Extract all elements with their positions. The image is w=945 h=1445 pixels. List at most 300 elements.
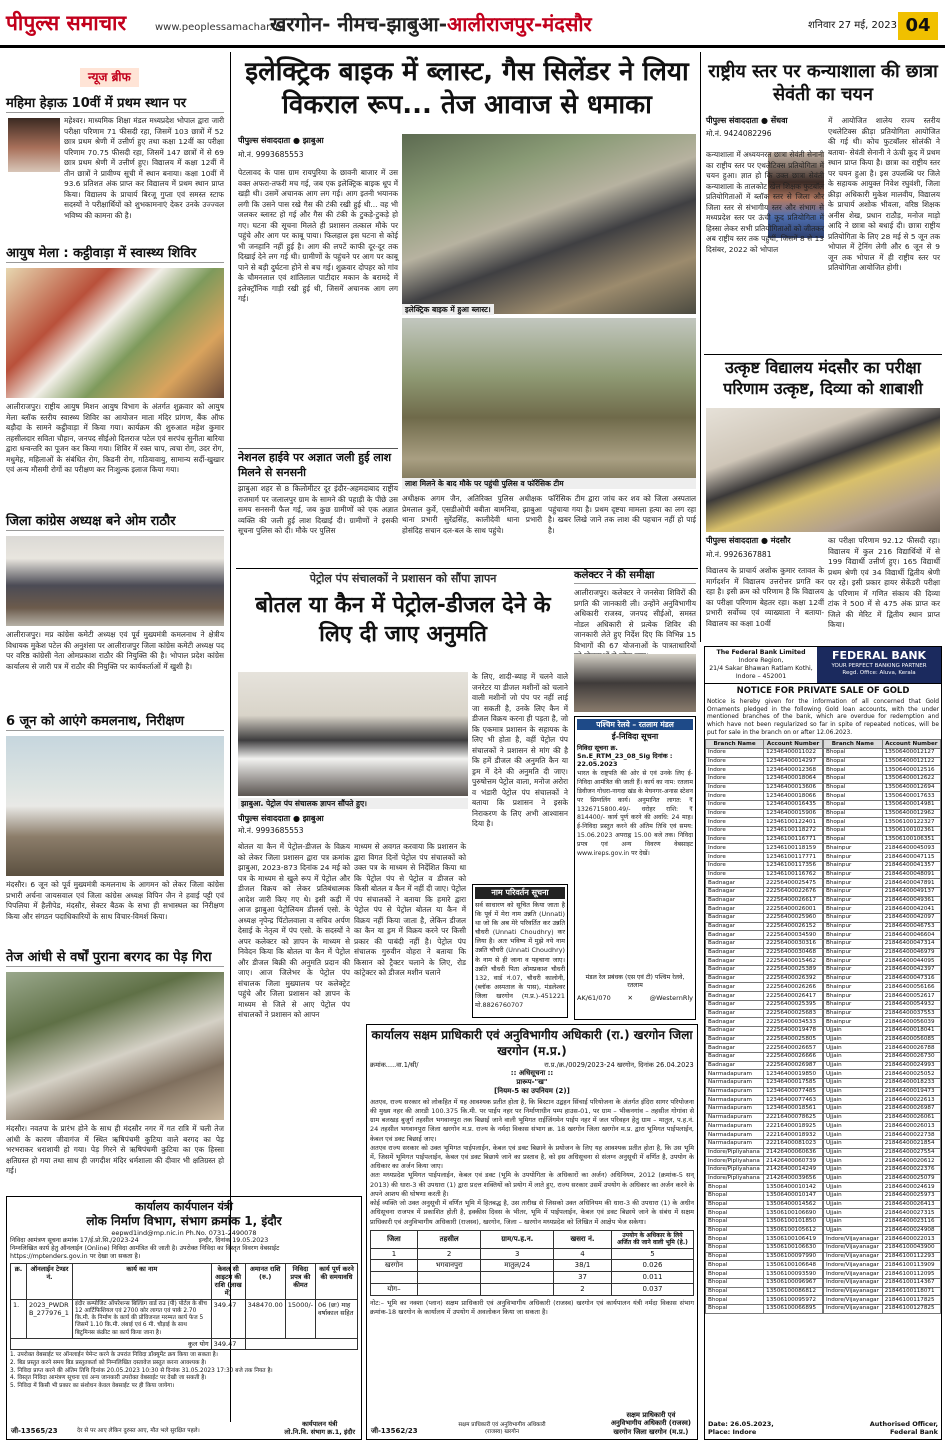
website-url[interactable]: www.peoplessamachar.in <box>155 22 282 33</box>
federal-brand-box <box>817 647 941 683</box>
story-head-kamalnath: 6 जून को आएंगे कमलनाथ, निरीक्षण <box>6 714 224 731</box>
branch-cell: Badnagar <box>706 992 764 1001</box>
table-row <box>706 940 823 949</box>
branch-cell: Ujjain <box>824 1070 883 1079</box>
branch-cell: Ujjain <box>824 1061 883 1070</box>
account-cell: 21846400020612 <box>882 1157 940 1166</box>
police-photo-caption: लाश मिलने के बाद मौके पर पहुंची पुलिस व फॉरेंसिक टीम <box>402 478 696 489</box>
branch-cell: Badnagar <box>706 1009 764 1018</box>
branch-cell: Bhainpur <box>824 879 883 888</box>
table-row <box>824 1070 941 1079</box>
account-cell: 22216400018925 <box>764 1122 823 1131</box>
table-row <box>824 844 941 853</box>
branch-cell: Ujjain <box>824 1226 883 1235</box>
ebike-byline-box: पीपुल्स संवाददाता ● झाबुआ मो.नं. 9993685553 <box>238 136 398 159</box>
account-cell: 21846400026061 <box>882 1113 940 1122</box>
land-title: कार्यालय सक्षम प्राधिकारी एवं अनुविभागीय अधिकारी (रा.) खरगोन जिला खरगोन (म.प्र.) <box>371 1028 693 1058</box>
branch-cell: Bhainpur <box>824 905 883 914</box>
table-row <box>706 1061 823 1070</box>
table-row <box>706 887 823 896</box>
story-text-collector: आलीराजपुर। कलेक्टर ने जनसेवा शिविरों की प्रगति की जानकारी ली। उन्होंने अनुविभागीय अधिकारी राजस्व, जनपद सीईओ, समस्त नोडल अधिकारी से प्रत्येक शिविर की जानकारी लेते हुए निर्देश दिए कि विभिन्न 15 विभागों की 67 योजनाओं के पात्रताधारियों <box>574 588 696 650</box>
ebike-place: झाबुआ <box>302 136 324 145</box>
branch-cell: Bhainpur <box>824 974 883 983</box>
account-cell: 13506100106630 <box>764 1244 823 1253</box>
table-row <box>706 913 823 922</box>
table-row <box>706 1174 823 1183</box>
gold-notice-date-place <box>708 1420 774 1436</box>
masthead-title: पीपुल्स समाचार <box>6 10 127 35</box>
branch-cell: Bhainpur <box>824 844 883 853</box>
branch-cell: Bhopal <box>706 1209 764 1218</box>
col-account-left: Account Number <box>764 740 823 749</box>
divya-story-text-1: विद्यालय के प्राचार्य अशोक कुमार रतावत के मार्गदर्शन में विद्यालय उत्तरोत्तर प्रगति कर रहा है। इसी क्रम को परिणाम है कि विद्यालय का परीक्षा परिणाम बेहतर रहा। कक्षा 12वीं प्रभारी सर्वोच्च एवं व्याख्याता ने बताया- विद्यालय का कक्षा 10वीं <box>706 566 824 628</box>
headline-ebike-blast: इलेक्ट्रिक बाइक में ब्लास्ट, गैस सिलेंडर ने लिया विकराल रूप... तेज आवाज से धमाका <box>245 57 689 120</box>
account-cell: 21846400027554 <box>882 1148 940 1157</box>
federal-brand: FEDERAL BANK <box>831 649 927 662</box>
account-cell: 22256400025960 <box>764 913 823 922</box>
table-row <box>706 1183 823 1192</box>
account-cell: 22256400022676 <box>764 887 823 896</box>
branch-cell: Indore/Vijayanagar <box>824 1244 883 1253</box>
account-cell: 22256400026152 <box>764 922 823 931</box>
table-row <box>706 948 823 957</box>
account-cell: 21846400022738 <box>882 1131 940 1140</box>
land-cell: 2 <box>417 1248 480 1260</box>
table-row <box>824 1148 941 1157</box>
table-row <box>824 801 941 810</box>
branch-cell: Narmadapuram <box>706 1070 764 1079</box>
pwd-row-work: इंदौर कम्पोजिट ऑपरेशन्स बिल्डिंग वार्ड राउ (पी) पोर्टल के बीच 12 आर्टिफिशियल एवं 2700 कोर लागत एवं पार्क 2.70 कि.मी. के निर्माण के कार्य की प्रोविजनल मरम्मत कार्य फेज 5 जिसमें 1.10 कि.मी. लंबाई एवं 6 मी. चौड़ाई के साथ बिटुमिनस कंक्रीट का कार्य किया जाना है। <box>73 1299 212 1338</box>
table-row <box>824 748 941 757</box>
account-cell: 21846400024619 <box>882 1183 940 1192</box>
account-cell: 21426400014249 <box>764 1165 823 1174</box>
account-cell: 21846400026730 <box>882 1052 940 1061</box>
account-cell: 13506400010147 <box>764 1191 823 1200</box>
account-cell: 22256400026657 <box>764 1044 823 1053</box>
pwd-notes <box>10 1352 358 1391</box>
account-cell: 12346400077485 <box>764 1087 823 1096</box>
table-row <box>11 1299 358 1338</box>
table-row <box>824 983 941 992</box>
pwd-email: eepwd1ind@mp.nic.in Ph.No. 0731-2490078 <box>111 1228 257 1237</box>
land-h4: खसरा नं. <box>554 1230 612 1248</box>
land-form: प्रारूप-"ख" <box>516 1078 548 1087</box>
account-cell: 22256400026266 <box>764 983 823 992</box>
branch-cell: Bhopal <box>824 792 883 801</box>
petrol-mobile: मो.नं. 9993685553 <box>238 826 304 835</box>
pwd-row-cost: 348470.00 <box>245 1299 285 1338</box>
sevanti-story-text-2: में आयोजित शालेय राज्य स्तरीय एथलेटिक्स क्रीड़ा प्रतियोगिता आयोजित की गई थी। कोच फुटबॉलर सोलंकी ने बताया- सेवंती सेनानी ने ऊंची कूद में प्रथम स्थान प्राप्त किया है। छात्रा का राष्ट्रीय स्तर पर चयन हुआ है। इस उपलब्धि पर जिले के सहायक आयुक्त निवेश रघुवंशी, जिला क्रीड़ा अधिकारी मुकेश मालवीय, विद्यालय के प्राचार्य अशोक भीवला, वरिष्ठ शिक्षक अनीस शेख, प्रधान राठौड़, मनोज माड़ो आदि ने छात्रा को बधाई दी। छात्रा राष्ट्रीय प्रतियोगिता के लिए 28 मई से 5 जून तक भोपाल में ट्रेनिंग लेगी और 6 जून से 9 जून तक भोपाल में ही राष्ट्रीय स्तर पर प्रतियोगिता आयोजित होगी। <box>828 116 940 273</box>
account-cell: 21426400060739 <box>764 1157 823 1166</box>
branch-cell: Badnagar <box>706 905 764 914</box>
divya-place: मंदसौर <box>770 536 791 545</box>
table-row <box>824 913 941 922</box>
table-row <box>706 1018 823 1027</box>
table-row <box>706 1113 823 1122</box>
table-row <box>706 844 823 853</box>
table-row <box>706 931 823 940</box>
pwd-row-time: 06 (छः) माह वर्षाकाल सहित <box>316 1299 358 1338</box>
divya-byline-box: पीपुल्स संवाददाता ● मंदसौर मो.नं. 9926367881 <box>706 536 824 559</box>
branch-cell: Bhainpur <box>824 861 883 870</box>
account-cell: 22256400025395 <box>764 1000 823 1009</box>
table-row <box>824 1218 941 1227</box>
branch-cell: Bhainpur <box>824 957 883 966</box>
table-row <box>824 1096 941 1105</box>
account-cell: 21426400039656 <box>764 1174 823 1183</box>
branch-cell: Bhopal <box>706 1252 764 1261</box>
branch-cell: Badnagar <box>706 1000 764 1009</box>
branch-cell: Indore <box>706 809 764 818</box>
land-cell <box>417 1272 480 1284</box>
branch-cell: Bhainpur <box>824 1018 883 1027</box>
branch-cell: Bhopal <box>706 1226 764 1235</box>
table-row <box>706 1131 823 1140</box>
pwd-h-id: ऑनलाईन टेण्डर नं. <box>27 1264 73 1300</box>
sevanti-mobile: मो.नं. 9424082296 <box>706 129 772 138</box>
table-row <box>824 1122 941 1131</box>
police-story-text: अधीक्षक अगम जैन, अतिरिक्त पुलिस अधीक्षक प्रेमलाल कुर्वे, एसडीओपी बबीता बामनिया, झाबुआ थाना प्रभारी सुरेंद्रसिंह, कालीदेवी थाना प्रभारी होसंदिह सचान दल-बल के साथ पहुंचे। <box>402 494 542 535</box>
branch-cell: Ujjain <box>824 1044 883 1053</box>
account-cell: 12346400015906 <box>764 809 823 818</box>
table-row <box>824 1035 941 1044</box>
branch-cell: Indore <box>706 835 764 844</box>
account-cell: 22216400078625 <box>764 1113 823 1122</box>
account-cell: 12346400011022 <box>764 748 823 757</box>
pwd-note-2: 2. बिड प्रस्तुत करने समय बिड प्रस्तुतकर्ता को निम्नलिखित दस्तावेज प्रस्तुत करना आवश्यक है। <box>10 1359 207 1366</box>
pwd-total: 349.47 <box>211 1338 245 1349</box>
branch-cell: Indore/Vijayanagar <box>824 1287 883 1296</box>
branch-cell: Ujjain <box>824 1157 883 1166</box>
table-row <box>706 1244 823 1253</box>
petrol-place: झाबुआ <box>302 814 324 823</box>
branch-cell: Bhopal <box>706 1287 764 1296</box>
land-mid-note: सक्षम प्राधिकारी एवं अनुविभागीय अधिकारी (राजस्व) खरगोन <box>458 1422 546 1436</box>
pwd-h-cost: अमानत राशि (रु.) <box>245 1264 285 1300</box>
table-row <box>824 905 941 914</box>
table-row <box>706 1105 823 1114</box>
petrol-photo-caption: झाबुआ. पेट्रोल पंप संचालक ज्ञापन सौंपते हुए। <box>238 798 468 809</box>
branch-cell: Indore/Vijayanagar <box>824 1304 883 1313</box>
gold-sign-1: Authorised Officer, <box>869 1419 938 1428</box>
branch-cell: Bhopal <box>706 1235 764 1244</box>
land-sign-1: सक्षम प्राधिकारी एवं <box>626 1410 676 1419</box>
account-cell: 13506100122327 <box>882 818 940 827</box>
branch-cell: Indore/Pipliyahana <box>706 1174 764 1183</box>
branch-cell: Ujjain <box>824 1209 883 1218</box>
account-cell: 13506100097990 <box>764 1252 823 1261</box>
masthead-bar <box>0 0 945 48</box>
account-cell: 21846400049137 <box>882 887 940 896</box>
section-title-part1: खरगोन- नीमच-झाबुआ- <box>270 12 448 36</box>
branch-cell: Narmadapuram <box>706 1113 764 1122</box>
account-cell: 21846400025973 <box>882 1191 940 1200</box>
account-cell: 22216400081023 <box>764 1139 823 1148</box>
land-cell <box>371 1272 418 1284</box>
branch-cell: Ujjain <box>824 1087 883 1096</box>
land-code: जी-13562/23 <box>371 1427 418 1436</box>
account-cell: 21846400022013 <box>882 1235 940 1244</box>
branch-cell: Bhainpur <box>824 992 883 1001</box>
account-cell: 21846400049361 <box>882 896 940 905</box>
branch-cell: Badnagar <box>706 887 764 896</box>
land-para-2: अतएव राज्य सरकार को उक्त भूमिगत पाईपलाईन, केबल एवं डक्ट बिछाने के प्रयोजन के लिए यह आवश्यक प्रतीत होता है, कि उस भूमि में, जिसमें भूमिगत पाईपलाईन, केबल एवं डक्ट बिछाये जाने का प्रस्ताव है, को इस अधिसूचना से संलग्न अनुसूची में वर्णित है, उपयोग के अधिकार का अर्जन किया जाए। <box>370 1143 694 1171</box>
table-row <box>706 1035 823 1044</box>
table-row <box>824 896 941 905</box>
branch-cell: Badnagar <box>706 896 764 905</box>
page-number: 04 <box>898 12 938 40</box>
branch-cell: Ujjain <box>824 1026 883 1035</box>
police-forensic-photo <box>402 318 696 484</box>
account-cell: 22256400026666 <box>764 1052 823 1061</box>
petrol-memo-photo <box>238 672 468 796</box>
account-cell: 13506400012962 <box>882 809 940 818</box>
account-cell: 12346100116771 <box>764 835 823 844</box>
gold-accounts-table-right <box>823 739 941 1313</box>
land-cell <box>481 1272 554 1284</box>
table-row <box>706 783 823 792</box>
gold-notice-signatory <box>870 1420 938 1436</box>
table-row <box>371 1260 694 1272</box>
account-cell: 13506400014981 <box>882 801 940 810</box>
account-cell: 12346400014297 <box>764 757 823 766</box>
branch-cell: Ujjain <box>824 1122 883 1131</box>
table-row <box>706 1252 823 1261</box>
branch-cell: Indore/Vijayanagar <box>824 1252 883 1261</box>
account-cell: 13506100066895 <box>764 1304 823 1313</box>
account-cell: 22256400026617 <box>764 896 823 905</box>
account-cell: 21846400047891 <box>882 879 940 888</box>
col-account-right: Account Number <box>882 740 940 749</box>
divya-byline: पीपुल्स संवाददाता <box>706 536 759 545</box>
account-cell: 13506400012622 <box>882 774 940 783</box>
account-cell: 22256400026392 <box>764 974 823 983</box>
branch-cell: Badnagar <box>706 1061 764 1070</box>
branch-cell: Bhopal <box>706 1261 764 1270</box>
branch-cell: Badnagar <box>706 966 764 975</box>
ebike-byline: पीपुल्स संवाददाता <box>238 136 291 145</box>
account-cell: 12346400013606 <box>764 783 823 792</box>
account-cell: 22256400019478 <box>764 1026 823 1035</box>
table-row <box>371 1272 694 1284</box>
account-cell: 21846400026413 <box>882 1200 940 1209</box>
branch-cell: Bhopal <box>706 1218 764 1227</box>
pwd-note-1: 1. उपरोक्त वेबसाईट पर ऑनलाईन पेमेन्ट करने के उपरांत निविदा डॉक्यूमेंट क्रय किया जा सकता है। <box>10 1351 218 1358</box>
railway-footer-bar <box>577 994 693 1002</box>
branch-cell: Bhainpur <box>824 853 883 862</box>
account-cell: 22256400034590 <box>764 931 823 940</box>
table-row <box>824 1026 941 1035</box>
account-cell: 21846100112293 <box>882 1252 940 1261</box>
table-row <box>706 1139 823 1148</box>
branch-cell: Indore/Pipliyahana <box>706 1157 764 1166</box>
table-row <box>824 774 941 783</box>
account-cell: 12346100118272 <box>764 827 823 836</box>
table-row <box>706 1070 823 1079</box>
table-row <box>824 974 941 983</box>
divya-story-text-2: का परीक्षा परिणाम 92.12 फीसदी रहा। विद्यालय में कुल 216 विद्यार्थियों में से 199 विद्यार्थी उत्तीर्ण हुए। 165 विद्यार्थी प्रथम श्रेणी एवं 34 विद्यार्थी द्वितीय श्रेणी पर रहे। इसी प्रकार हायर सेकेंडरी परीक्षा के परिणाम में गणित संकाय की दिव्या टांक ने 500 में से 475 अंक प्राप्त कर जिले की मेरिट में द्वितीय स्थान प्राप्त किया। <box>828 536 940 630</box>
land-cell: 37 <box>554 1272 612 1284</box>
account-cell: 22256400025389 <box>764 966 823 975</box>
divya-mobile: मो.नं. 9926367881 <box>706 550 772 559</box>
account-cell: 13506400012694 <box>882 783 940 792</box>
table-row <box>824 922 941 931</box>
table-row <box>824 1165 941 1174</box>
account-cell: 13506100106690 <box>764 1209 823 1218</box>
branch-cell: Bhainpur <box>824 948 883 957</box>
branch-cell: Bhopal <box>824 774 883 783</box>
railway-code: AK/61/070 <box>577 993 611 1002</box>
land-cell: मातुल/24 <box>481 1260 554 1272</box>
land-cell: 2 <box>554 1283 612 1295</box>
news-brief-kicker: न्यूज ब्रीफ <box>80 68 139 87</box>
account-cell: 21846100112095 <box>882 1270 940 1279</box>
table-row <box>706 1226 823 1235</box>
sevanti-byline: पीपुल्स संवाददाता <box>706 116 759 125</box>
federal-addr-2: Indore Region, <box>738 657 784 665</box>
table-row <box>824 1278 941 1287</box>
issue-date: शनिवार 27 मई, 2023 <box>808 20 897 31</box>
pwd-tender-ad <box>6 1196 362 1440</box>
branch-cell: Narmadapuram <box>706 1087 764 1096</box>
branch-cell: Indore <box>706 783 764 792</box>
branch-cell: Indore <box>706 827 764 836</box>
table-row <box>706 879 823 888</box>
twitter-icon: ✕ <box>627 993 633 1002</box>
account-cell: 22256400026987 <box>764 1061 823 1070</box>
land-cell: 3 <box>481 1248 554 1260</box>
branch-cell: Badnagar <box>706 983 764 992</box>
branch-cell: Bhainpur <box>824 1009 883 1018</box>
land-cell: 0.011 <box>612 1272 694 1284</box>
account-cell: 13506400012127 <box>882 748 940 757</box>
land-note: नोट:– भूमि का नक्शा (प्लान) सक्षम प्राधिकारी एवं अनुविभागीय अधिकारी (राजस्व) खरगोन एवं कार्यपालन यंत्री नर्मदा विकास संभाग क्रमांक-18 खरगोन के कार्यालय में उपयोग में अवलोकन किया जा सकता है। <box>370 1298 694 1316</box>
land-anu: :: अधिसूचना :: <box>510 1069 554 1078</box>
story-head-ayush: आयुष मेला : कट्ठीवाड़ा में स्वास्थ्य शिविर <box>6 246 224 263</box>
branch-cell: Ujjain <box>824 1218 883 1227</box>
branch-cell: Badnagar <box>706 931 764 940</box>
branch-cell: Badnagar <box>706 957 764 966</box>
petrol-kicker: पेट्रोल पंप संचालकों ने प्रशासन को सौंपा ज्ञापन <box>309 572 497 585</box>
ebike-story-text: पेटलावद के पास ग्राम रायपुरिया के छावनी बाजार में उस वक्त अफरा-तफरी मच गई, जब एक इलेक्ट्रिक बाइक धूप में खड़ी थी। उसमें अचानक आग लग गई। आग इतनी भयानक लगी कि उसने पास रखे गैस की टंकी रखी हुई थी... वह भी जलकर ब्लास्ट हो गई और गैस की टंकी के टुकड़े-टुकड़े हो गए। घटना की सूचना मिलते ही प्रशासन तत्काल मौके पर पहुंचे और आग पर काबू पाया। फिलहाल इस घटना से कोई भी जनहानि नहीं हुई है। आग की लपटें काफी दूर-दूर तक दिखाई देने लग गई थी। ग्रामीणों के पहुंचने पर आग पर काबू पाने से बड़ी दुर्घटना होने से बच गई। शुक्रवार दोपहर को गांव के चौमनलाल एवं शांतिलाल पाटीदार मकान के बरामदे में इलेक्ट्रॉनिक गाड़ी रखी हुई थी, जिसमें अचानक आग लग गई। <box>238 168 398 304</box>
branch-cell: Badnagar <box>706 940 764 949</box>
account-cell: 21846400044095 <box>882 957 940 966</box>
headline-petrol-cans: बोतल या कैन में पेट्रोल-डीजल देने के लिए दी जाए अनुमति <box>255 593 551 647</box>
branch-cell: Indore/Vijayanagar <box>824 1278 883 1287</box>
branch-cell: Ujjain <box>824 1200 883 1209</box>
table-row <box>706 974 823 983</box>
table-row <box>706 801 823 810</box>
account-cell: 12346100117771 <box>764 853 823 862</box>
branch-cell: Ujjain <box>824 1052 883 1061</box>
branch-cell: Ujjain <box>824 1174 883 1183</box>
branch-cell: Badnagar <box>706 1044 764 1053</box>
account-cell: 21846400021854 <box>882 1139 940 1148</box>
account-cell: 21846400024908 <box>882 1226 940 1235</box>
account-cell: 13506100086812 <box>764 1287 823 1296</box>
land-para-1: अतएव, राज्य सरकार को लोकहित में यह आवश्यक प्रतीत होता है, कि बिस्टान उद्वहन सिंचाई परियोजना के अंतर्गत इंदिरा सागर परियोजना की मुख्य नहर की आरडी 100.375 कि.मी. पर पाईप नहर पर निर्माणाधीन पम्प हाउस-01, पर ग्राम – भीकनगांव – तहसील गोगांवा से ग्राम बलखड़ बुजुर्ग तहसील भगवानपुरा तक बिछाई जाने वाली भूमिगत राईजिंगमेन पाईप नहर में जल परिवहन हेतु ग्राम – मातुल, प.ह.नं. 24 तहसील भगवानपुरा जिला खरगोन म.प्र. राज्य के नर्मदा विकास संभाग क्र. 18 खरगोन जिला खरगोन म.प्र. द्वारा भूमिगत पाईपलाईन, केबल एवं डक्ट बिछाई जाए। <box>370 1097 694 1143</box>
railway-text: भारत के राष्ट्रपति की ओर से एवं उनके लिए ई-निविदा आमंत्रित की जाती हैं। कार्य का नाम: रतलाम डिवीजन गोधरा-नागदा खंड के मेघनगर-अनास स्टेशन पर सिग्नलिंग कार्य। अनुमानित लागत: ₹ 1326715800.49/- धरोहर राशि: ₹ 814400/- कार्य पूर्ण करने की अवधि: 24 माह। ई-निविदा प्रस्तुत करने की अंतिम तिथि एवं समय: 15.06.2023 अपराह्न 15.00 बजे तक। निविदा प्रपत्र एवं अन्य विवरण वेबसाइट www.ireps.gov.in पर देखें। <box>577 770 693 857</box>
table-row <box>706 757 823 766</box>
story-text-mahima: महेश्वर। माध्यमिक शिक्षा मंडल मध्यप्रदेश भोपाल द्वारा जारी परीक्षा परिणाम 71 फीसदी रहा, जिसमें 103 छात्रों में 52 छात्र प्रथम श्रेणी में उत्तीर्ण हुए तथा कक्षा 12वीं का परीक्षा परिणाम 70.75 फीसदी रहा, जिसमें 147 छात्रों में से 69 छात्र प्रथम श्रेणी में उत्तीर्ण हुए। विद्यालय में कक्षा 12वीं में तीन छात्रों ने प्रावीण्य सूची में स्थान बनाया। कक्षा 10वीं में 93.6 प्रतिशत अंक प्राप्त कर विद्यालय में प्रथम स्थान प्राप्त किया। विद्यालय के प्राचार्य बिरजू गुप्ता एवं समस्त स्टाफ सदस्यों ने परीक्षार्थियों को शुभकामनाएं देकर उनके उज्ज्वल भविष्य की कामना की है। <box>64 116 224 220</box>
branch-cell: Badnagar <box>706 974 764 983</box>
branch-cell: Bhainpur <box>824 983 883 992</box>
account-cell: 21846400024993 <box>882 1061 940 1070</box>
story-head-collector: कलेक्टर ने की समीक्षा <box>574 570 696 584</box>
table-row <box>706 1235 823 1244</box>
pwd-note-5: 5. निविदा में किसी भी प्रकार का संशोधन केवल वेबसाईट पर ही किया जायेगा। <box>10 1383 175 1390</box>
table-row <box>706 983 823 992</box>
table-row <box>824 940 941 949</box>
branch-cell: Bhopal <box>824 783 883 792</box>
account-cell: 12346400016435 <box>764 801 823 810</box>
table-row <box>706 835 823 844</box>
branch-cell: Bhopal <box>706 1183 764 1192</box>
table-row <box>706 1087 823 1096</box>
account-cell: 22216400018932 <box>764 1131 823 1140</box>
land-cell: 38/1 <box>554 1260 612 1272</box>
branch-cell: Narmadapuram <box>706 1139 764 1148</box>
account-cell: 13506100106419 <box>764 1235 823 1244</box>
railway-head: पश्चिम रेलवे – रतलाम मंडल <box>577 719 693 730</box>
branch-cell: Bhopal <box>824 809 883 818</box>
congress-group-photo <box>6 536 224 626</box>
table-row <box>824 818 941 827</box>
section-divider <box>704 354 942 355</box>
railway-social[interactable]: @WesternRly <box>649 993 693 1002</box>
branch-cell: Bhopal <box>824 748 883 757</box>
account-cell: 22256400025475 <box>764 879 823 888</box>
account-cell: 12346400017585 <box>764 1079 823 1088</box>
account-cell: 12346100117356 <box>764 861 823 870</box>
table-row <box>706 1200 823 1209</box>
branch-cell: Ujjain <box>824 1165 883 1174</box>
table-row <box>824 1000 941 1009</box>
branch-cell: Bhopal <box>706 1270 764 1279</box>
sevanti-byline-box: पीपुल्स संवाददाता ● सेंधवा मो.नं. 9424082296 <box>706 116 824 138</box>
table-row <box>824 1139 941 1148</box>
table-row <box>824 1044 941 1053</box>
land-cell: योग– <box>371 1283 418 1295</box>
name-change-title: नाम परिवर्तन सूचना <box>475 887 565 899</box>
account-cell: 12346400019850 <box>764 1070 823 1079</box>
branch-cell: Bhopal <box>824 801 883 810</box>
account-cell: 21846400018233 <box>882 1079 940 1088</box>
branch-cell: Bhopal <box>706 1296 764 1305</box>
account-cell: 13506100101850 <box>764 1218 823 1227</box>
table-row <box>371 1283 694 1295</box>
land-signatory <box>611 1411 691 1436</box>
account-cell: 21846100043900 <box>882 1244 940 1253</box>
table-row <box>824 948 941 957</box>
federal-addr-1: The Federal Bank Limited <box>716 649 806 656</box>
branch-cell: Badnagar <box>706 913 764 922</box>
branch-cell: Indore <box>706 774 764 783</box>
branch-cell: Indore <box>706 801 764 810</box>
table-row <box>706 1044 823 1053</box>
branch-cell: Ujjain <box>824 1131 883 1140</box>
masthead-logo <box>6 10 126 36</box>
table-row <box>824 1157 941 1166</box>
table-row <box>706 957 823 966</box>
account-cell: 21846400056039 <box>882 1018 940 1027</box>
branch-cell: Indore <box>706 861 764 870</box>
account-cell: 12346100116762 <box>764 870 823 879</box>
collector-meeting-photo <box>574 654 696 712</box>
story-head-congress: जिला कांग्रेस अध्यक्ष बने ओम राठौर <box>6 514 224 531</box>
table-row <box>706 1165 823 1174</box>
table-row <box>824 1296 941 1305</box>
